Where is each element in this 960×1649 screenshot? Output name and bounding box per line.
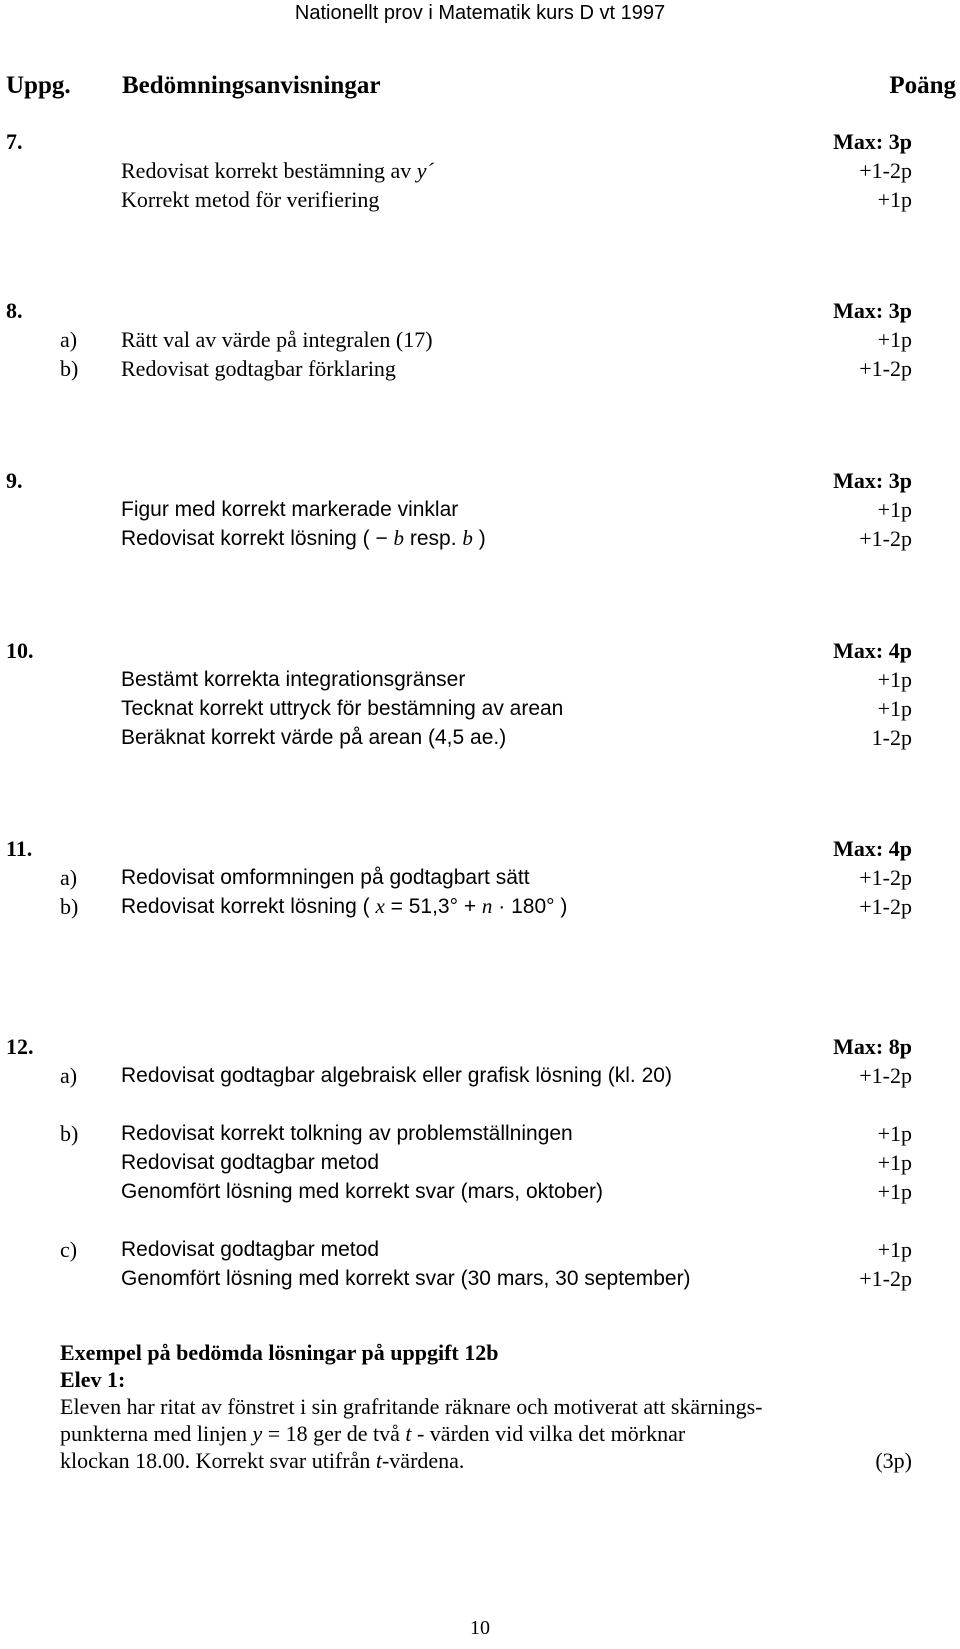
criterion-row <box>0 1061 960 1090</box>
criterion-text: Redovisat omformningen på godtagbart sätt <box>121 866 530 889</box>
task-header <box>0 466 960 495</box>
criterion-points: +1-2p <box>859 158 912 183</box>
example-student: Elev 1: <box>60 1367 126 1392</box>
criterion-text: Tecknat korrekt uttryck för bestämning av arean <box>121 697 564 720</box>
criterion-row <box>0 495 960 524</box>
criterion-points: +1-2p <box>859 1266 912 1291</box>
column-heading-guidelines: Bedömningsanvisningar <box>122 72 381 99</box>
criterion-text: Redovisat godtagbar metod <box>121 1151 379 1174</box>
criterion-points: +1p <box>877 1150 912 1175</box>
criterion-points: +1p <box>877 327 912 352</box>
criterion-row <box>0 1177 960 1206</box>
spacer <box>0 1206 960 1235</box>
subtask-label: b) <box>60 894 79 919</box>
subtask-label: b) <box>60 1121 79 1146</box>
column-heading-points: Poäng <box>889 72 956 99</box>
criterion-text: Redovisat godtagbar metod <box>121 1238 379 1261</box>
criterion-points: +1p <box>877 667 912 692</box>
criterion-text: Redovisat korrekt lösning ( x = 51,3° + n · 180° ) <box>121 894 568 918</box>
column-heading-task: Uppg. <box>6 72 71 99</box>
subtask-label: a) <box>60 1063 78 1088</box>
criterion-text: Redovisat korrekt tolkning av problemställningen <box>121 1122 573 1145</box>
example-title: Exempel på bedömda lösningar på uppgift 12b <box>60 1340 499 1365</box>
example-section <box>60 1339 912 1474</box>
task-number: 8. <box>6 298 23 323</box>
criterion-points: +1p <box>877 696 912 721</box>
criterion-points: +1p <box>877 497 912 522</box>
criterion-row <box>0 185 960 214</box>
task-9 <box>0 466 960 553</box>
task-max-points: Max: 3p <box>833 468 912 493</box>
criterion-text: Figur med korrekt markerade vinklar <box>121 498 459 521</box>
criterion-points: +1p <box>877 1121 912 1146</box>
criterion-text: Bestämt korrekta integrationsgränser <box>121 668 466 691</box>
example-line: punkterna med linjen y = 18 ger de två t - värden vid vilka det mörknar <box>60 1421 686 1446</box>
task-number: 7. <box>6 129 23 154</box>
criterion-text: Redovisat godtagbar algebraisk eller grafisk lösning (kl. 20) <box>121 1064 672 1087</box>
task-header <box>0 127 960 156</box>
task-number: 10. <box>6 638 34 663</box>
task-max-points: Max: 3p <box>833 129 912 154</box>
criterion-row <box>0 524 960 553</box>
task-header <box>0 636 960 665</box>
criterion-row <box>0 892 960 921</box>
criterion-row <box>0 354 960 383</box>
criterion-text: Redovisat korrekt lösning ( − b resp. b ) <box>121 526 486 550</box>
criterion-row <box>0 1264 960 1293</box>
criterion-text: Beräknat korrekt värde på arean (4,5 ae.) <box>121 726 507 749</box>
subtask-label: c) <box>60 1237 78 1262</box>
criterion-points: +1-2p <box>859 894 912 919</box>
task-header <box>0 834 960 863</box>
example-score: (3p) <box>875 1448 912 1473</box>
criterion-row <box>0 156 960 185</box>
task-header <box>0 296 960 325</box>
task-max-points: Max: 8p <box>833 1034 912 1059</box>
task-max-points: Max: 4p <box>833 836 912 861</box>
column-headings <box>6 72 956 108</box>
subtask-label: a) <box>60 327 78 352</box>
criterion-points: +1p <box>877 187 912 212</box>
page-number: 10 <box>470 1617 490 1639</box>
criterion-points: +1-2p <box>859 526 912 551</box>
task-max-points: Max: 4p <box>833 638 912 663</box>
criterion-text: Genomfört lösning med korrekt svar (mars, oktober) <box>121 1180 603 1203</box>
spacer <box>0 1090 960 1119</box>
criterion-points: 1-2p <box>871 725 912 750</box>
task-8 <box>0 296 960 383</box>
task-11 <box>0 834 960 921</box>
task-header <box>0 1032 960 1061</box>
criterion-row <box>0 723 960 752</box>
criterion-row <box>0 863 960 892</box>
task-number: 12. <box>6 1034 34 1059</box>
criterion-points: +1-2p <box>859 865 912 890</box>
task-max-points: Max: 3p <box>833 298 912 323</box>
criterion-text: Rätt val av värde på integralen (17) <box>121 327 433 352</box>
example-line: Eleven har ritat av fönstret i sin grafritande räknare och motiverat att skärnings- <box>60 1394 763 1419</box>
task-12 <box>0 1032 960 1293</box>
criterion-points: +1p <box>877 1179 912 1204</box>
criterion-row <box>0 325 960 354</box>
criterion-points: +1-2p <box>859 356 912 381</box>
task-10 <box>0 636 960 752</box>
criterion-text: Korrekt metod för verifiering <box>121 187 380 212</box>
criterion-row <box>0 1235 960 1264</box>
example-line: klockan 18.00. Korrekt svar utifrån t-värdena. (3p) <box>60 1448 912 1473</box>
task-number: 9. <box>6 468 23 493</box>
criterion-text: Redovisat korrekt bestämning av y´ <box>121 158 434 183</box>
subtask-label: b) <box>60 356 79 381</box>
task-number: 11. <box>6 836 33 861</box>
criterion-row <box>0 694 960 723</box>
criterion-row <box>0 1119 960 1148</box>
subtask-label: a) <box>60 865 78 890</box>
criterion-row <box>0 665 960 694</box>
criterion-points: +1-2p <box>859 1063 912 1088</box>
criterion-row <box>0 1148 960 1177</box>
criterion-text: Genomfört lösning med korrekt svar (30 mars, 30 september) <box>121 1267 691 1290</box>
criterion-text: Redovisat godtagbar förklaring <box>121 356 396 381</box>
criterion-points: +1p <box>877 1237 912 1262</box>
page-header: Nationellt prov i Matematik kurs D vt 1997 <box>294 2 666 24</box>
task-7 <box>0 127 960 214</box>
